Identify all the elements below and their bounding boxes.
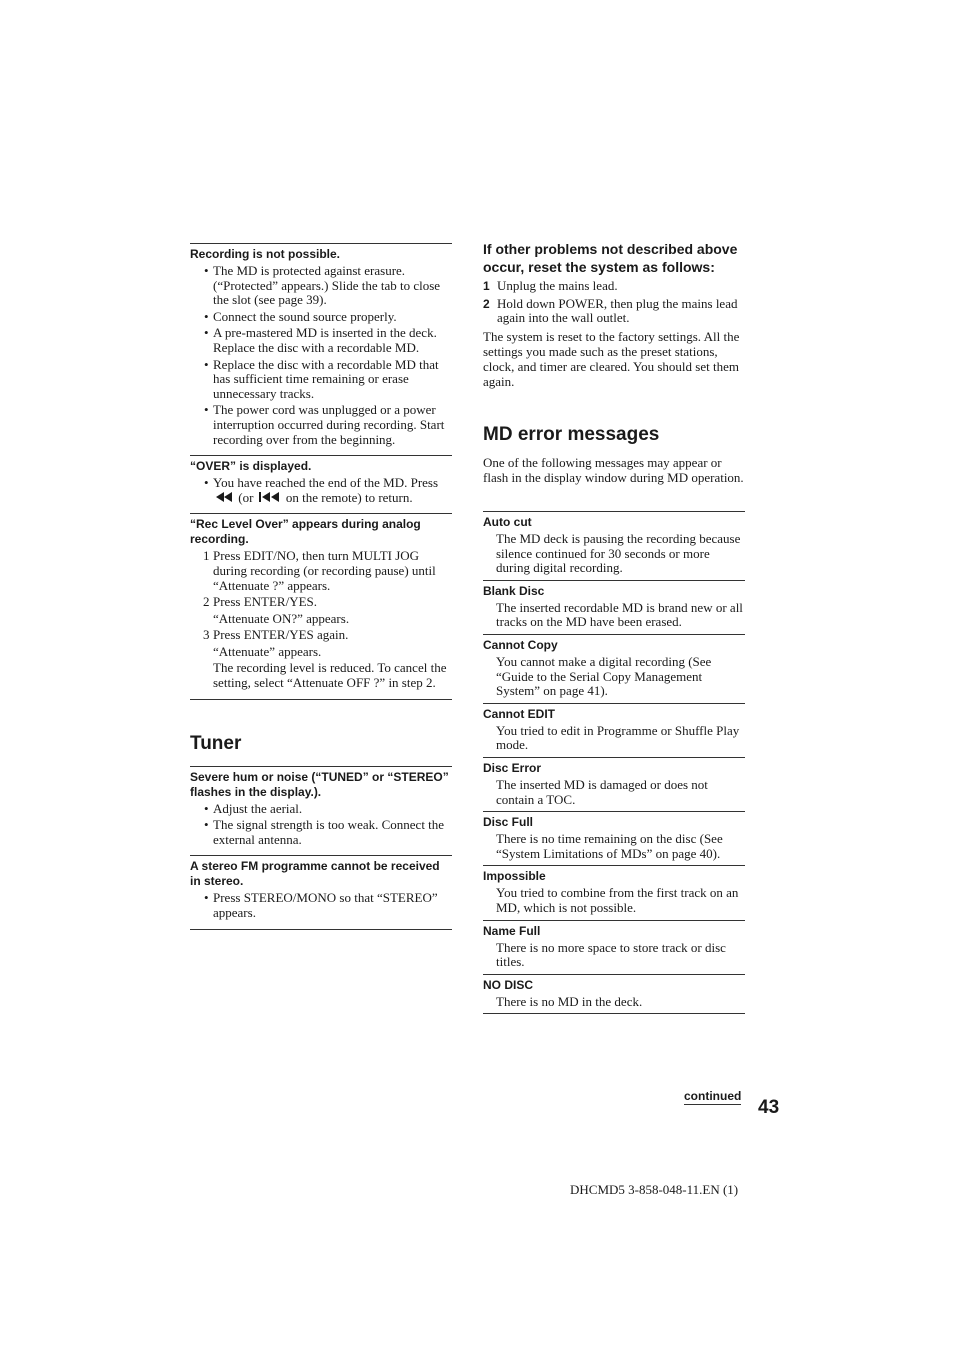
error-description: The MD deck is pausing the recording because silence continued for 30 seconds or more during digital recording. — [496, 531, 741, 576]
error-title: Name Full — [483, 923, 541, 938]
error-description: There is no MD in the deck. — [496, 993, 643, 1009]
section-over — [190, 455, 452, 513]
step-item: 2 Hold down POWER, then plug the mains lead again into the wall outlet. — [483, 295, 738, 326]
rewind-icon — [215, 492, 233, 502]
error-item — [483, 974, 745, 1015]
step-item: 2 Press ENTER/YES. — [203, 594, 317, 610]
error-title: Disc Error — [483, 760, 542, 775]
error-item — [483, 511, 745, 580]
list-item: • You have reached the end of the MD. Press (or on the remote) to return. — [204, 475, 439, 505]
md-errors-heading: MD error messages — [483, 423, 660, 445]
list-item: • Replace the disc with a recordable MD that has sufficient time remaining or erase unnecessary tracks. — [204, 356, 439, 401]
section-tuner-hum — [190, 766, 452, 856]
error-item — [483, 865, 745, 919]
section-title: A stereo FM programme cannot be received in stereo. — [190, 859, 440, 889]
error-description: You tried to combine from the first track on an MD, which is not possible. — [496, 885, 739, 915]
step-item: 1 Unplug the mains lead. — [483, 278, 618, 293]
section-recording — [190, 243, 452, 455]
error-description: You cannot make a digital recording (See “Guide to the Serial Copy Management System” on page 41). — [496, 653, 712, 699]
error-title: Cannot EDIT — [483, 706, 555, 721]
error-item — [483, 703, 745, 757]
list-item: • The power cord was unplugged or a power interruption occurred during recording. Start recording over from the beginning. — [204, 402, 445, 447]
error-item — [483, 920, 745, 974]
step-item: 1 Press EDIT/NO, then turn MULTI JOG during recording (or recording pause) until “Attenuate ?” appears. — [203, 548, 436, 593]
error-description: The inserted recordable MD is brand new or all tracks on the MD have been erased. — [496, 599, 743, 630]
error-item — [483, 634, 745, 703]
error-description: There is no more space to store track or disc titles. — [496, 939, 726, 970]
previous-track-icon — [259, 492, 281, 502]
error-description: There is no time remaining on the disc (See “System Limitations of MDs” on page 40). — [496, 831, 723, 861]
reset-title: If other problems not described above occur, reset the system as follows: — [483, 241, 738, 275]
error-item — [483, 580, 745, 634]
step-note: The recording level is reduced. To cancel the setting, select “Attenuate OFF ?” in step 2. — [213, 660, 447, 691]
section-title: “Rec Level Over” appears during analog recording. — [190, 517, 421, 547]
section-title: “OVER” is displayed. — [190, 459, 312, 474]
bullet-list — [190, 802, 452, 848]
continued-label: continued — [684, 1089, 742, 1103]
list-item: • Adjust the aerial. — [204, 800, 303, 816]
step-note: “Attenuate ON?” appears. — [213, 610, 350, 626]
error-item — [483, 757, 745, 811]
reset-paragraph: The system is reset to the factory settings. All the settings you made such as the preset stations, clock, and timer are cleared. You should set them again. — [483, 328, 740, 390]
section-title: Recording is not possible. — [190, 247, 341, 261]
list-item: • The signal strength is too weak. Connect the external antenna. — [204, 817, 445, 847]
section-tuner-stereo — [190, 855, 452, 929]
error-title: Cannot Copy — [483, 637, 558, 652]
list-item: • Press STEREO/MONO so that “STEREO” appears. — [204, 890, 438, 921]
bullet-list — [190, 264, 452, 447]
step-note: “Attenuate” appears. — [213, 643, 322, 659]
right-column — [483, 240, 745, 1014]
error-description: You tried to edit in Programme or Shuffle Play mode. — [496, 722, 740, 753]
error-title: Disc Full — [483, 815, 534, 830]
bullet-list — [190, 476, 452, 505]
list-item: • Connect the sound source properly. — [204, 308, 397, 324]
page-number: 43 — [758, 1097, 780, 1118]
left-column — [190, 243, 452, 930]
tuner-heading: Tuner — [190, 732, 242, 754]
step-item: 3 Press ENTER/YES again. — [203, 627, 349, 643]
error-title: Blank Disc — [483, 583, 545, 598]
section-rec-level — [190, 513, 452, 699]
list-item: • A pre-mastered MD is inserted in the deck. Replace the disc with a recordable MD. — [204, 325, 437, 355]
section-title: Severe hum or noise (“TUNED” or “STEREO” flashes in the display.). — [190, 769, 449, 799]
error-title: NO DISC — [483, 977, 534, 992]
model-code: DHCMD5 3-858-048-11.EN (1) — [570, 1182, 739, 1197]
list-item: • The MD is protected against erasure. (“Protected” appears.) Slide the tab to close the slot (see page 39). — [204, 263, 441, 308]
error-description: The inserted MD is damaged or does not contain a TOC. — [496, 776, 708, 807]
bullet-list — [190, 891, 452, 920]
error-title: Auto cut — [483, 515, 532, 529]
md-errors-intro: One of the following messages may appear or flash in the display window during MD operation. — [483, 454, 744, 485]
error-title: Impossible — [483, 869, 546, 884]
error-item — [483, 811, 745, 865]
